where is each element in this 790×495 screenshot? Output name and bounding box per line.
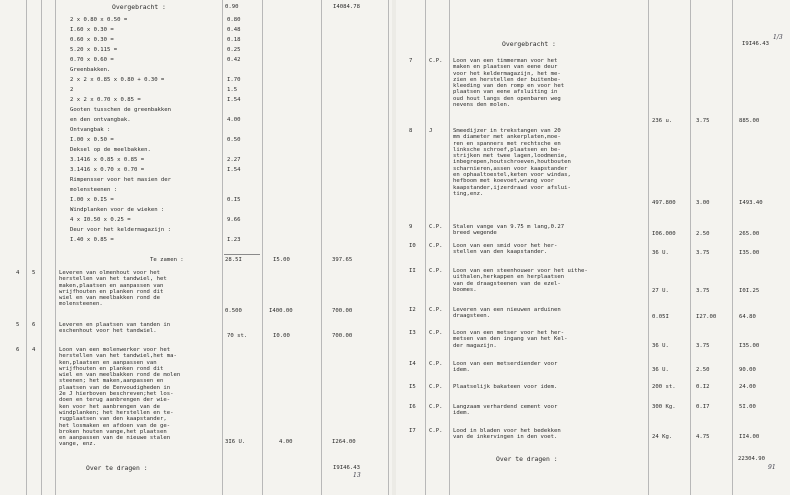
item-amount: II4.00 [739, 434, 760, 440]
item-amount: 90.00 [739, 367, 756, 373]
calc-line-text: Ontvangbak : [70, 127, 111, 133]
calc-line-value: 0.80 [227, 17, 241, 23]
item-unit-price: 3.75 [696, 343, 710, 349]
item-code: C.P. [429, 268, 443, 274]
item-number: 4 [16, 270, 20, 276]
item-number: I2 [409, 307, 416, 313]
item-description: Langzaam verhardend cement voor idem. [453, 404, 558, 417]
carry-over-label: Over te dragen : [496, 455, 558, 463]
item-code: C.P. [429, 361, 443, 367]
calc-line-text: 2 [70, 87, 74, 93]
item-quantity: 0.500 [225, 308, 242, 314]
column-rule [55, 0, 56, 495]
calc-line-value: 0.I5 [227, 197, 241, 203]
item-unit-price: 2.50 [696, 231, 710, 237]
item-description: Leveren en plaatsen van tanden in eschenhout voor het tandwiel. [59, 322, 171, 335]
carried-forward-qty: 0.90 [225, 4, 239, 10]
carried-forward-label: Overgebracht : [502, 40, 556, 48]
item-number: 5 [16, 322, 20, 328]
column-rule [41, 0, 42, 495]
item-description: Leveren van een nieuwen arduinen draagsteen. [453, 307, 561, 320]
item-description: Plaatselijk bakateen voor idem. [453, 384, 558, 390]
item-quantity: I06.000 [652, 231, 676, 237]
item-number: 9 [409, 224, 413, 230]
item-code: C.P. [429, 384, 443, 390]
calc-line-value: I.54 [227, 97, 241, 103]
item-amount: 700.00 [332, 333, 353, 339]
calc-line-text: 3.1416 x 0.85 x 0.85 = [70, 157, 145, 163]
item-quantity: 300 Kg. [652, 404, 676, 410]
carried-forward-label: Overgebracht : [112, 3, 166, 11]
calc-line-text: en den ontvangbak. [70, 117, 131, 123]
item-number: I0 [409, 243, 416, 249]
item-code: C.P. [429, 58, 443, 64]
calc-line-value: 0.48 [227, 27, 241, 33]
subtotal-rule [224, 254, 260, 255]
column-rule [388, 0, 389, 495]
handwritten-note: 13 [353, 472, 361, 479]
item-amount: 885.00 [739, 118, 760, 124]
calc-line-text: 2 x 0.80 x 0.50 = [70, 17, 128, 23]
column-rule [732, 0, 733, 495]
column-rule [690, 0, 691, 495]
calc-line-text: 2 x 2 x 0.85 x 0.80 + 0.30 = [70, 77, 165, 83]
calc-line-text: I.60 x 0.30 = [70, 27, 114, 33]
item-number: I4 [409, 361, 416, 367]
item-code: C.P. [429, 428, 443, 434]
item-number: I7 [409, 428, 416, 434]
item-amount: 64.80 [739, 314, 756, 320]
item-quantity: 36 U. [652, 343, 669, 349]
carried-forward-total: I9I46.43 [742, 41, 769, 47]
item-amount: I264.00 [332, 439, 356, 445]
item-code: C.P. [429, 404, 443, 410]
calc-line-text: Rimpensser voor het masien der [70, 177, 172, 183]
handwritten-note: 1/3 [773, 34, 783, 41]
subtotal-amount: 397.65 [332, 257, 353, 263]
item-quantity: 236 u. [652, 118, 673, 124]
item-description: Stalen vange van 9.75 m lang,0.27 breed wegende [453, 224, 565, 237]
right-page [396, 0, 790, 495]
calc-line-value: 1.5 [227, 87, 238, 93]
column-rule [449, 0, 450, 495]
left-page [0, 0, 392, 495]
item-sub-number: 5 [32, 270, 36, 276]
subtotal-qty: 28.5I [225, 257, 242, 263]
item-description: Loon van een molenwerker voor het herstellen van het tandwiel,het ma- ken,plaatsen en aanpassen van wrijfhouten en planken rond dit wiel en van meelbakken rond de molen steenen; het maken,aanpassen en plaatsen van de Eenvoudigheden in 2e J hierboven beschreven;het los- doen en terug aanbrengen der wie- ken voor het aanbrengen van de windplanken; het herstellen en te- rugplaatsen van den kaapstander, het losmaken en afdoen van de ge- broken houten vange,het plaatsen en aanpassen van de nieuwe stalen vange, enz. [59, 347, 181, 448]
item-code: C.P. [429, 307, 443, 313]
carry-over-label: Over te dragen : [86, 464, 148, 472]
item-sub-number: 6 [32, 322, 36, 328]
calc-line-value: I.23 [227, 237, 241, 243]
column-rule [321, 0, 322, 495]
item-quantity: 24 Kg. [652, 434, 673, 440]
item-description: Loon van een metser voor het her- metsen van den ingang van het Kel- der magazijn. [453, 330, 568, 349]
subtotal-label: Te zamen : [150, 257, 184, 263]
calc-line-text: molensteenen : [70, 187, 118, 193]
item-unit-price: 0.I7 [696, 404, 710, 410]
calc-line-text: Deksel op de meelbakken. [70, 147, 151, 153]
item-code: C.P. [429, 224, 443, 230]
item-unit-price: 4.00 [279, 439, 293, 445]
calc-line-text: Windplanken voor de wieken : [70, 207, 165, 213]
item-unit-price: I400.00 [269, 308, 293, 314]
item-unit-price: I0.00 [273, 333, 290, 339]
item-description: Leveren van olmenhout voor het herstellen van het tandwiel, het maken,plaatsen en aanpassen van wrijfhouten en planken rond dit wiel en van meelbakken rond de molensteenen. [59, 270, 167, 308]
item-amount: 265.00 [739, 231, 760, 237]
handwritten-note: 91 [768, 464, 776, 471]
item-number: II [409, 268, 416, 274]
carry-over-total: 22304.90 [738, 456, 765, 462]
calc-line-value: 0.50 [227, 137, 241, 143]
item-number: I5 [409, 384, 416, 390]
calc-line-value: 9.66 [227, 217, 241, 223]
item-unit-price: 4.75 [696, 434, 710, 440]
calc-line-value: 0.18 [227, 37, 241, 43]
item-description: Lood in bladen voor het bedekken van de inkervingen in den voet. [453, 428, 561, 441]
item-description: Loon van een smid voor het her- stellen van den kaapstander. [453, 243, 558, 256]
item-amount: 24.00 [739, 384, 756, 390]
item-code: C.P. [429, 243, 443, 249]
item-unit-price: I27.00 [696, 314, 717, 320]
carried-forward-total: I4084.78 [333, 4, 360, 10]
calc-line-value: 0.25 [227, 47, 241, 53]
calc-line-text: 0.70 x 0.60 = [70, 57, 114, 63]
item-number: 8 [409, 128, 413, 134]
item-description: Loon van een metserdiender voor idem. [453, 361, 558, 374]
item-quantity: 0.05I [652, 314, 669, 320]
item-quantity: 200 st. [652, 384, 676, 390]
column-rule [26, 0, 27, 495]
calc-line-text: 2 x 2 x 0.70 x 0.85 = [70, 97, 141, 103]
item-unit-price: 2.50 [696, 367, 710, 373]
item-amount: I35.00 [739, 250, 760, 256]
item-unit-price: 3.00 [696, 200, 710, 206]
calc-line-value: I.54 [227, 167, 241, 173]
item-description: Smeedijzer in trekstangen van 20 mm diameter met ankerplaten,moe- ren en spanners met rechtsche en linksche schroef,plaatsen en be- strijken met twee lagen,loodmenie, inbegrepen,houtschroeven,houtbouten scharnieren,assen voor kaapstander en ophaaltoestel,keten voor windas, hefboom met koevoet,wrang voor kaapstander,ijzerdraad voor afslui- ting,enz. [453, 128, 571, 197]
calc-line-text: 5.20 x 0.115 = [70, 47, 118, 53]
calc-line-value: 4.00 [227, 117, 241, 123]
calc-line-text: I.40 x 0.85 = [70, 237, 114, 243]
item-quantity: 36 U. [652, 367, 669, 373]
item-sub-number: 4 [32, 347, 36, 353]
item-number: I6 [409, 404, 416, 410]
calc-line-value: I.70 [227, 77, 241, 83]
calc-line-text: Greenbakken. [70, 67, 111, 73]
calc-line-value: 2.27 [227, 157, 241, 163]
item-code: C.P. [429, 330, 443, 336]
calc-line-text: I.00 x 0.I5 = [70, 197, 114, 203]
item-code: J [429, 128, 433, 134]
item-amount: I493.40 [739, 200, 763, 206]
column-rule [648, 0, 649, 495]
item-quantity: 70 st. [227, 333, 248, 339]
item-quantity: 27 U. [652, 288, 669, 294]
item-amount: I35.00 [739, 343, 760, 349]
calc-line-text: 0.60 x 0.30 = [70, 37, 114, 43]
item-unit-price: 3.75 [696, 288, 710, 294]
item-quantity: 3I6 U. [225, 439, 246, 445]
carry-over-total: I9I46.43 [333, 465, 360, 471]
item-unit-price: 3.75 [696, 250, 710, 256]
item-description: Loon van een steenhouwer voor het uithe- uithalen,herkappen en herplaatsen van de draagsteenen van de ezel- boomes. [453, 268, 588, 293]
item-number: 6 [16, 347, 20, 353]
column-rule [222, 0, 223, 495]
item-description: Loon van een timmerman voor het maken en plaatsen van eene deur voor het keldermagazijn, het me- zien en herstellen der buitenbe- kleeding van den romp en voor het plaatsen van eene afsluiting in oud hout langs den openbaren weg nevens den molen. [453, 58, 565, 109]
column-rule [262, 0, 263, 495]
calc-line-text: Gooten tusschen de greenbakken [70, 107, 172, 113]
item-amount: I0I.25 [739, 288, 760, 294]
item-unit-price: 0.I2 [696, 384, 710, 390]
subtotal-price: I5.00 [273, 257, 290, 263]
item-amount: 5I.00 [739, 404, 756, 410]
column-rule [425, 0, 426, 495]
item-amount: 700.00 [332, 308, 353, 314]
calc-line-text: 4 x I0.50 x 0.25 = [70, 217, 131, 223]
item-number: I3 [409, 330, 416, 336]
calc-line-value: 0.42 [227, 57, 241, 63]
calc-line-text: I.00 x 0.50 = [70, 137, 114, 143]
item-quantity: 497.800 [652, 200, 676, 206]
item-unit-price: 3.75 [696, 118, 710, 124]
item-quantity: 36 U. [652, 250, 669, 256]
calc-line-text: 3.1416 x 0.70 x 0.70 = [70, 167, 145, 173]
calc-line-text: Deur voor het keldermagazijn : [70, 227, 172, 233]
item-number: 7 [409, 58, 413, 64]
